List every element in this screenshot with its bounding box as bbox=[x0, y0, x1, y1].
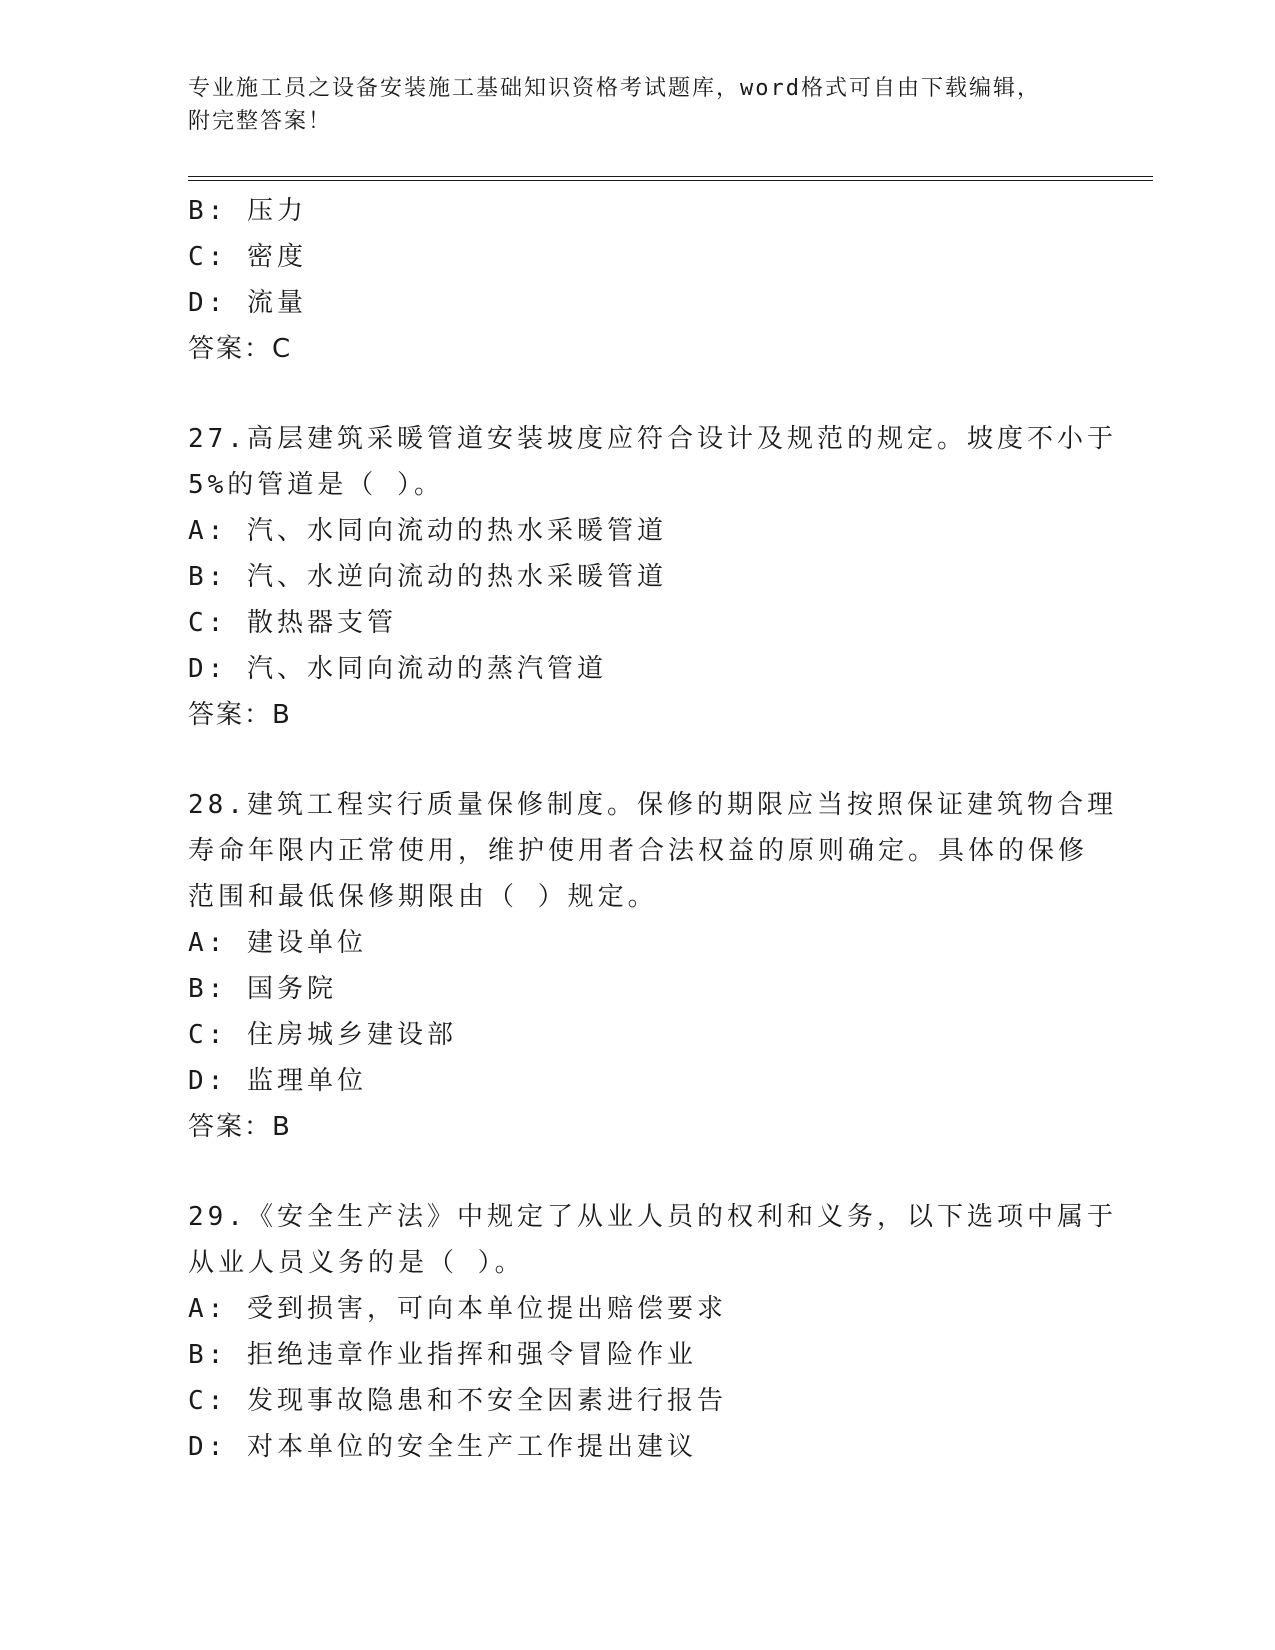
option-c: C: 住房城乡建设部 bbox=[188, 1020, 457, 1050]
question-text-line: 27.高层建筑采暖管道安装坡度应符合设计及规范的规定。坡度不小于 bbox=[188, 424, 1117, 454]
question-text-line: 29.《安全生产法》中规定了从业人员的权利和义务，以下选项中属于 bbox=[188, 1202, 1117, 1232]
question-27 bbox=[188, 416, 1117, 738]
question-26-continued bbox=[188, 188, 1088, 372]
option-b: B: 国务院 bbox=[188, 974, 337, 1004]
question-text-line: 5%的管道是（ ）。 bbox=[188, 470, 444, 500]
question-text-line: 寿命年限内正常使用，维护使用者合法权益的原则确定。具体的保修 bbox=[188, 836, 1089, 866]
option-a: A: 建设单位 bbox=[188, 928, 367, 958]
question-list bbox=[188, 188, 1117, 1470]
option-a: A: 汽、水同向流动的热水采暖管道 bbox=[188, 516, 667, 546]
answer-line: 答案：B bbox=[188, 700, 292, 730]
header-divider bbox=[188, 176, 1153, 181]
option-b: B: 拒绝违章作业指挥和强令冒险作业 bbox=[188, 1340, 697, 1370]
question-text-line: 28.建筑工程实行质量保修制度。保修的期限应当按照保证建筑物合理 bbox=[188, 790, 1117, 820]
page-header bbox=[188, 72, 1068, 138]
question-29 bbox=[188, 1194, 1117, 1470]
question-text-line: 范围和最低保修期限由（ ）规定。 bbox=[188, 882, 658, 912]
header-line-2: 附完整答案！ bbox=[188, 109, 333, 134]
option-c: C: 散热器支管 bbox=[188, 608, 397, 638]
option-d: D: 对本单位的安全生产工作提出建议 bbox=[188, 1432, 697, 1462]
option-c: C: 密度 bbox=[188, 242, 307, 272]
option-d: D: 监理单位 bbox=[188, 1066, 367, 1096]
option-a: A: 受到损害，可向本单位提出赔偿要求 bbox=[188, 1294, 727, 1324]
header-line-1: 专业施工员之设备安装施工基础知识资格考试题库，word格式可自由下载编辑， bbox=[188, 76, 1041, 101]
option-b: B: 压力 bbox=[188, 196, 307, 226]
question-28 bbox=[188, 782, 1117, 1150]
question-text-line: 从业人员义务的是（ ）。 bbox=[188, 1248, 525, 1278]
answer-line: 答案：C bbox=[188, 334, 293, 364]
option-b: B: 汽、水逆向流动的热水采暖管道 bbox=[188, 562, 667, 592]
option-c: C: 发现事故隐患和不安全因素进行报告 bbox=[188, 1386, 727, 1416]
option-d: D: 流量 bbox=[188, 288, 307, 318]
answer-line: 答案：B bbox=[188, 1112, 292, 1142]
option-d: D: 汽、水同向流动的蒸汽管道 bbox=[188, 654, 607, 684]
